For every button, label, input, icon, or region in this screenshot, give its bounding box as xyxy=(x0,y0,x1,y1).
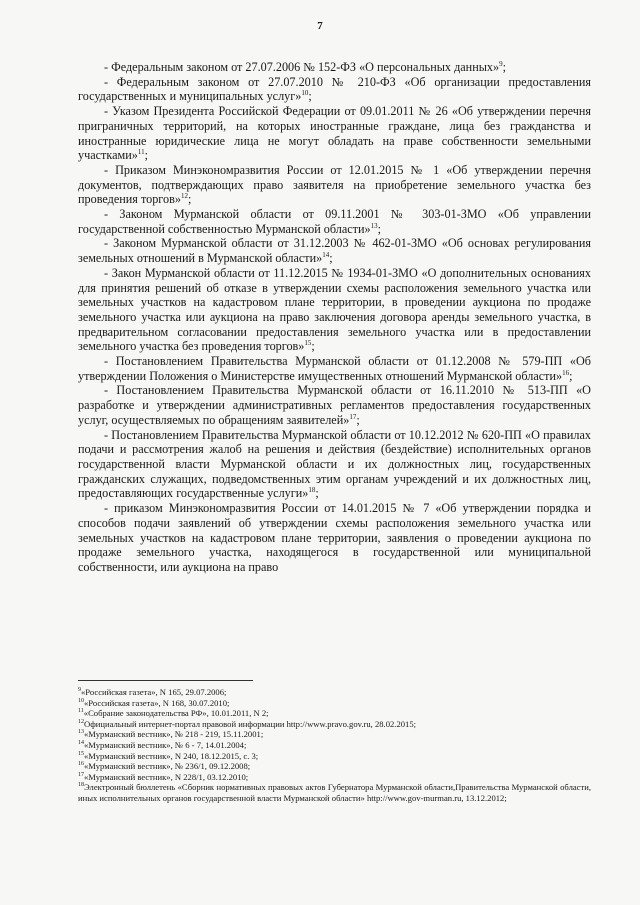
item-text: - Постановлением Правительства Мурманской области от 16.11.2010 № 513-ПП «О разработке и утверждении административных регламентов предоставления государственных услуг, осуществляемых по обращениям заявителей» xyxy=(78,383,591,427)
footnote: $^{10}$«Российская газета», N 168, 30.07.2010; xyxy=(78,697,230,708)
list-item: - Федеральным законом от 27.07.2010 № 210-ФЗ «Об организации предоставления государственных и муниципальных услуг»$^{10}$; xyxy=(78,74,591,104)
list-item: - Постановлением Правительства Мурманской области от 16.11.2010 № 513-ПП «О разработке и утверждении административных регламентов предоставления государственных услуг, осуществляемых по обращениям заявителей»$^{17}$; xyxy=(78,383,591,427)
footnote-ref: 12 xyxy=(180,192,188,201)
list-item: - Федеральным законом от 27.07.2006 № 152-ФЗ «О персональных данных»$^9$; xyxy=(104,59,506,74)
footnote-number: 11 xyxy=(78,708,84,715)
list-item: - Указом Президента Российской Федерации от 09.01.2011 № 26 «Об утверждении перечня приграничных территорий, на которых иностранные граждане, лица без гражданства и иностранные юридические лица не могут обладать на праве собственности земельными участками»$^{11}$; xyxy=(78,104,591,163)
item-text: - Закон Мурманской области от 11.12.2015 № 1934-01-ЗМО «О дополнительных основаниях для принятия решений об отказе в утверждении схемы расположения земельного участка или земельных участков на кадастровом плане территории, в проведении аукциона по продаже земельного участка или аукциона на право заключения договора аренды земельного участка, в предварительном согласовании предоставления земельного участка или в предоставлении земельного участка без проведения торгов» xyxy=(78,265,591,354)
list-item: - Законом Мурманской области от 09.11.2001 № 303-01-ЗМО «Об управлении государственной собственностью Мурманской области»$^{13}$; xyxy=(78,207,591,236)
item-text: - Федеральным законом от 27.07.2010 № 210-ФЗ «Об организации предоставления государственных и муниципальных услуг» xyxy=(78,74,591,104)
footnote-ref: 16 xyxy=(562,368,570,377)
item-text: - Постановлением Правительства Мурманской области от 01.12.2008 № 579-ПП «Об утверждении Положения о Министерстве имущественных отношений Мурманской области» xyxy=(78,354,591,383)
list-item: - Закон Мурманской области от 11.12.2015 № 1934-01-ЗМО «О дополнительных основаниях для принятия решений об отказе в утверждении схемы расположения земельного участка или земельных участков на кадастровом плане территории, в проведении аукциона по продаже земельного участка или аукциона на право заключения договора аренды земельного участка, в предварительном согласовании предоставления земельного участка или в предоставлении земельного участка без проведения торгов»$^{15}$; xyxy=(78,265,591,354)
footnote-ref: 17 xyxy=(349,412,357,421)
footnote-number: 14 xyxy=(78,740,84,747)
footnote: $^{14}$«Мурманский вестник», № 6 - 7, 14.01.2004; xyxy=(78,739,247,750)
footnotes xyxy=(78,687,591,804)
footnote: $^9$«Российская газета», N 165, 29.07.2006; xyxy=(78,687,227,697)
footnote-ref: 10 xyxy=(301,89,309,98)
item-text: - Законом Мурманской области от 09.11.2001 № 303-01-ЗМО «Об управлении государственной собственностью Мурманской области» xyxy=(78,207,591,236)
footnote-number: 16 xyxy=(78,761,84,768)
item-text: - Постановлением Правительства Мурманской области от 10.12.2012 № 620-ПП «О правилах подачи и рассмотрения жалоб на решения и действия (бездействие) исполнительных органов государственной власти Мурманской области и их должностных лиц, государственных гражданских служащих, подведомственных этим органам учреждений и их должностных лиц, предоставляющих государственные услуги» xyxy=(78,427,591,501)
footnote xyxy=(78,782,591,803)
footnote-link-text: Электронный бюллетень «Сборник нормативных правовых актов Губернатора Мурманской области,Правительства Мурманской области, иных исполнительных органов государственной власти Мурманской области» http://www.gov-murman.ru, 13.12.2012; xyxy=(78,782,591,803)
page-number: 7 xyxy=(317,20,323,32)
footnote: $^{13}$«Мурманский вестник», № 218 - 219, 15.11.2001; xyxy=(78,729,264,740)
footnote-number: 13 xyxy=(78,729,84,736)
item-text: - приказом Минэкономразвития России от 14.01.2015 № 7 «Об утверждении порядка и способов подачи заявлений об утверждении схемы расположения земельного участка или земельных участков на кадастровом плане территории, заявления о проведении аукциона по продаже земельного участка, находящегося в государственной или муниципальной собственности, или аукциона на право xyxy=(78,501,591,574)
footnote: $^{15}$«Мурманский вестник», N 240, 18.12.2015, с. 3; xyxy=(78,750,259,761)
list-item: - Постановлением Правительства Мурманской области от 10.12.2012 № 620-ПП «О правилах подачи и рассмотрения жалоб на решения и действия (бездействие) исполнительных органов государственной власти Мурманской области и их должностных лиц, государственных гражданских служащих, подведомственных этим органам учреждений и их должностных лиц, предоставляющих государственные услуги»$^{18}$; xyxy=(78,427,591,501)
footnote xyxy=(78,719,591,730)
footnote-number: 18 xyxy=(78,782,84,789)
footnote-ref: 9 xyxy=(499,59,503,68)
footnote: $^{17}$«Мурманский вестник», N 228/1, 03.12.2010; xyxy=(78,771,249,782)
footnote-number: 12 xyxy=(78,718,84,725)
footnote-ref: 13 xyxy=(370,221,378,230)
footnote-ref: 14 xyxy=(322,251,330,260)
list-item: - Приказом Минэкономразвития России от 12.01.2015 № 1 «Об утверждении перечня документов, подтверждающих право заявителя на приобретение земельного участка без проведения торгов»$^{12}$; xyxy=(78,162,591,207)
item-text: - Федеральным законом от 27.07.2006 № 152-ФЗ «О персональных данных» xyxy=(104,60,500,74)
footnote: $^{11}$«Собрание законодательства РФ», 10.01.2011, N 2; xyxy=(78,708,269,719)
list-item: - Законом Мурманской области от 31.12.2003 № 462-01-ЗМО «Об основах регулирования земельных отношений в Мурманской области»$^{14}$; xyxy=(78,236,591,266)
footnote-number: 10 xyxy=(78,697,84,704)
list-item: - Постановлением Правительства Мурманской области от 01.12.2008 № 579-ПП «Об утверждении Положения о Министерстве имущественных отношений Мурманской области»$^{16}$; xyxy=(78,354,591,383)
footnote-link-text: Официальный интернет-портал правовой информации http://www.pravo.gov.ru, 28.02.2015; xyxy=(84,718,417,729)
footnote-number: 15 xyxy=(78,750,84,757)
footnote-number: 9 xyxy=(78,687,81,694)
item-text: - Законом Мурманской области от 31.12.2003 № 462-01-ЗМО «Об основах регулирования земельных отношений в Мурманской области» xyxy=(78,236,591,266)
item-text: - Указом Президента Российской Федерации от 09.01.2011 № 26 «Об утверждении перечня приграничных территорий, на которых иностранные граждане, лица без гражданства и иностранные юридические лица не могут обладать на праве собственности земельными участками» xyxy=(78,104,591,163)
footnote-ref: 11 xyxy=(137,148,145,157)
regulation-list xyxy=(78,60,591,575)
footnote-ref: 15 xyxy=(304,339,312,348)
item-text: - Приказом Минэкономразвития России от 12.01.2015 № 1 «Об утверждении перечня документов, подтверждающих право заявителя на приобретение земельного участка без проведения торгов» xyxy=(78,162,591,207)
footnote-ref: 18 xyxy=(308,486,316,495)
footnote: $^{16}$«Мурманский вестник», № 236/1, 09.12.2008; xyxy=(78,761,251,772)
footnote-number: 17 xyxy=(78,771,84,778)
footnote-divider xyxy=(78,680,253,681)
list-item xyxy=(78,501,591,575)
